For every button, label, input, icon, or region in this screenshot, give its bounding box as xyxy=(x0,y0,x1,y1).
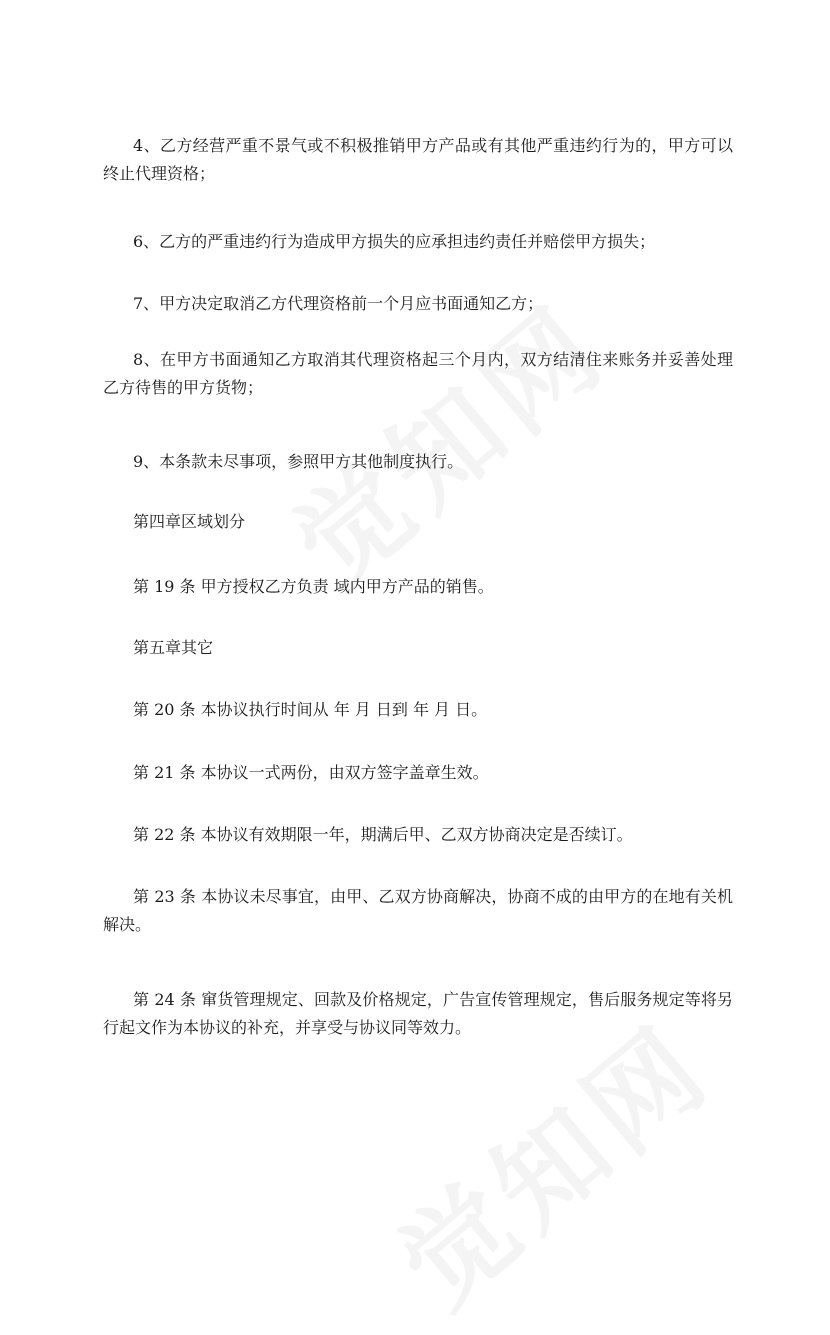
clause-item-9: 9、本条款未尽事项，参照甲方其他制度执行。 xyxy=(133,452,464,471)
article-24: 第 24 条 窜货管理规定、回款及价格规定，广告宣传管理规定，售后服务规定等将另行起文作为本协议的补充，并享受与协议同等效力。 xyxy=(103,990,733,1037)
article-19: 第 19 条 甲方授权乙方负责 域内甲方产品的销售。 xyxy=(133,577,494,596)
clause-item-4: 4、乙方经营严重不景气或不积极推销甲方产品或有其他严重违约行为的，甲方可以终止代理资格； xyxy=(103,136,733,183)
article-20: 第 20 条 本协议执行时间从 年 月 日到 年 月 日。 xyxy=(133,700,488,719)
article-21: 第 21 条 本协议一式两份，由双方签字盖章生效。 xyxy=(133,763,489,782)
clause-item-7: 7、甲方决定取消乙方代理资格前一个月应书面通知乙方； xyxy=(133,294,544,313)
article-22: 第 22 条 本协议有效期限一年，期满后甲、乙双方协商决定是否续订。 xyxy=(133,825,633,844)
article-23: 第 23 条 本协议未尽事宜，由甲、乙双方协商解决，协商不成的由甲方的在地有关机解决。 xyxy=(103,887,733,934)
chapter-4-heading: 第四章区域划分 xyxy=(133,512,246,531)
clause-item-8: 8、在甲方书面通知乙方取消其代理资格起三个月内，双方结清住来账务并妥善处理乙方待售的甲方货物； xyxy=(103,350,733,397)
clause-item-6: 6、乙方的严重违约行为造成甲方损失的应承担违约责任并赔偿甲方损失； xyxy=(133,232,656,251)
chapter-5-heading: 第五章其它 xyxy=(133,638,214,657)
